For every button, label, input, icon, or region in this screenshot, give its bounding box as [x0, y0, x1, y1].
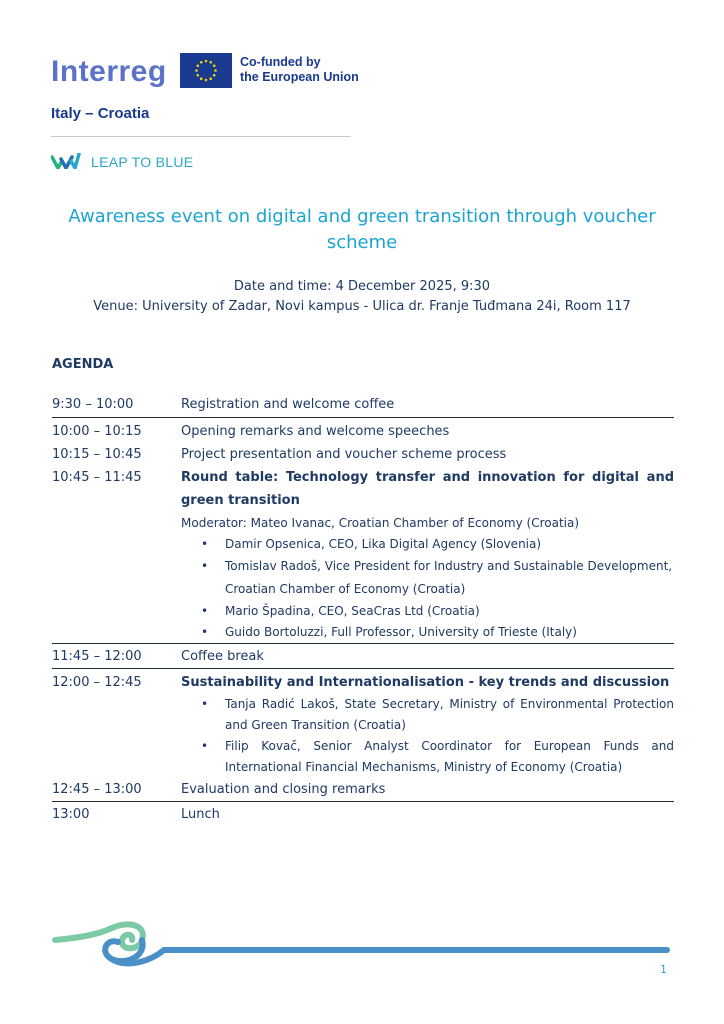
agenda-table [52, 393, 674, 826]
agenda-activity: Opening remarks and welcome speeches [181, 424, 450, 439]
event-info [52, 277, 672, 317]
cofunded-label [240, 55, 359, 85]
agenda-block-morning [52, 417, 674, 643]
cofunded-line-2: the European Union [240, 70, 359, 84]
event-datetime: Date and time: 4 December 2025, 9:30 [233, 279, 491, 294]
agenda-heading: AGENDA [52, 357, 114, 372]
agenda-block-midday [52, 668, 674, 801]
agenda-activity: Lunch [181, 807, 220, 822]
agenda-row [52, 643, 674, 668]
agenda-activity: Evaluation and closing remarks [181, 782, 386, 797]
event-venue: Venue: University of Zadar, Novi kampus - Ulica dr. Franje Tuđmana 24i, Room 117 [93, 299, 631, 314]
panelist-item: • Filip Kovač, Senior Analyst Coordinator for European Funds and International Financial Mechanisms, Ministry of Economy (Croatia) [181, 736, 674, 778]
agenda-row [52, 801, 674, 826]
event-title: Awareness event on digital and green transition through voucher scheme [68, 206, 656, 253]
agenda-time: 11:45 – 12:00 [52, 649, 142, 664]
agenda-row [52, 466, 674, 643]
panelist-item: • Tanja Radić Lakoš, State Secretary, Ministry of Environmental Protection and Green Transition (Croatia) [181, 694, 674, 736]
agenda-row [52, 778, 674, 801]
agenda-time: 10:15 – 10:45 [52, 447, 142, 462]
agenda-row [52, 671, 674, 778]
panelist-list [181, 534, 674, 643]
agenda-activity: Coffee break [181, 649, 264, 664]
leap-to-blue-logo-icon [51, 153, 81, 173]
agenda-time: 13:00 [52, 807, 90, 822]
panelist-item: • Tomislav Radoš, Vice President for Industry and Sustainable Development, Croatian Chamber of Economy (Croatia) [181, 555, 674, 601]
agenda-time: 10:00 – 10:15 [52, 424, 142, 439]
header-divider [51, 136, 351, 137]
project-name: LEAP TO BLUE [91, 154, 194, 170]
agenda-activity: Project presentation and voucher scheme process [181, 447, 507, 462]
cofunded-line-1: Co-funded by [240, 55, 321, 69]
agenda-session [181, 671, 674, 778]
agenda-time: 9:30 – 10:00 [52, 397, 134, 412]
agenda-activity: Registration and welcome coffee [181, 397, 395, 412]
eu-flag-icon [180, 53, 232, 88]
session-title: Round table: Technology transfer and innovation for digital and green transition [181, 470, 674, 508]
agenda-time: 12:45 – 13:00 [52, 782, 142, 797]
eu-stars [180, 53, 232, 88]
interreg-logo: Interreg [51, 55, 167, 88]
page-number: 1 [660, 963, 667, 976]
session-title: Sustainability and Internationalisation - key trends and discussion [181, 675, 670, 690]
agenda-time: 12:00 – 12:45 [52, 675, 142, 690]
agenda-row [52, 420, 674, 443]
panelist-item: • Damir Opsenica, CEO, Lika Digital Agency (Slovenia) [181, 534, 674, 555]
agenda-session [181, 466, 674, 643]
footer-wave-graphic [52, 918, 672, 977]
agenda-row [52, 393, 674, 417]
agenda-row [52, 443, 674, 466]
panelist-list [181, 694, 674, 778]
panelist-item: • Mario Špadina, CEO, SeaCras Ltd (Croatia) [181, 601, 674, 622]
region-label: Italy – Croatia [51, 105, 150, 122]
panelist-item: • Guido Bortoluzzi, Full Professor, University of Trieste (Italy) [181, 622, 674, 643]
session-moderator: Moderator: Mateo Ivanac, Croatian Chamber of Economy (Croatia) [181, 516, 580, 530]
agenda-time: 10:45 – 11:45 [52, 470, 142, 485]
